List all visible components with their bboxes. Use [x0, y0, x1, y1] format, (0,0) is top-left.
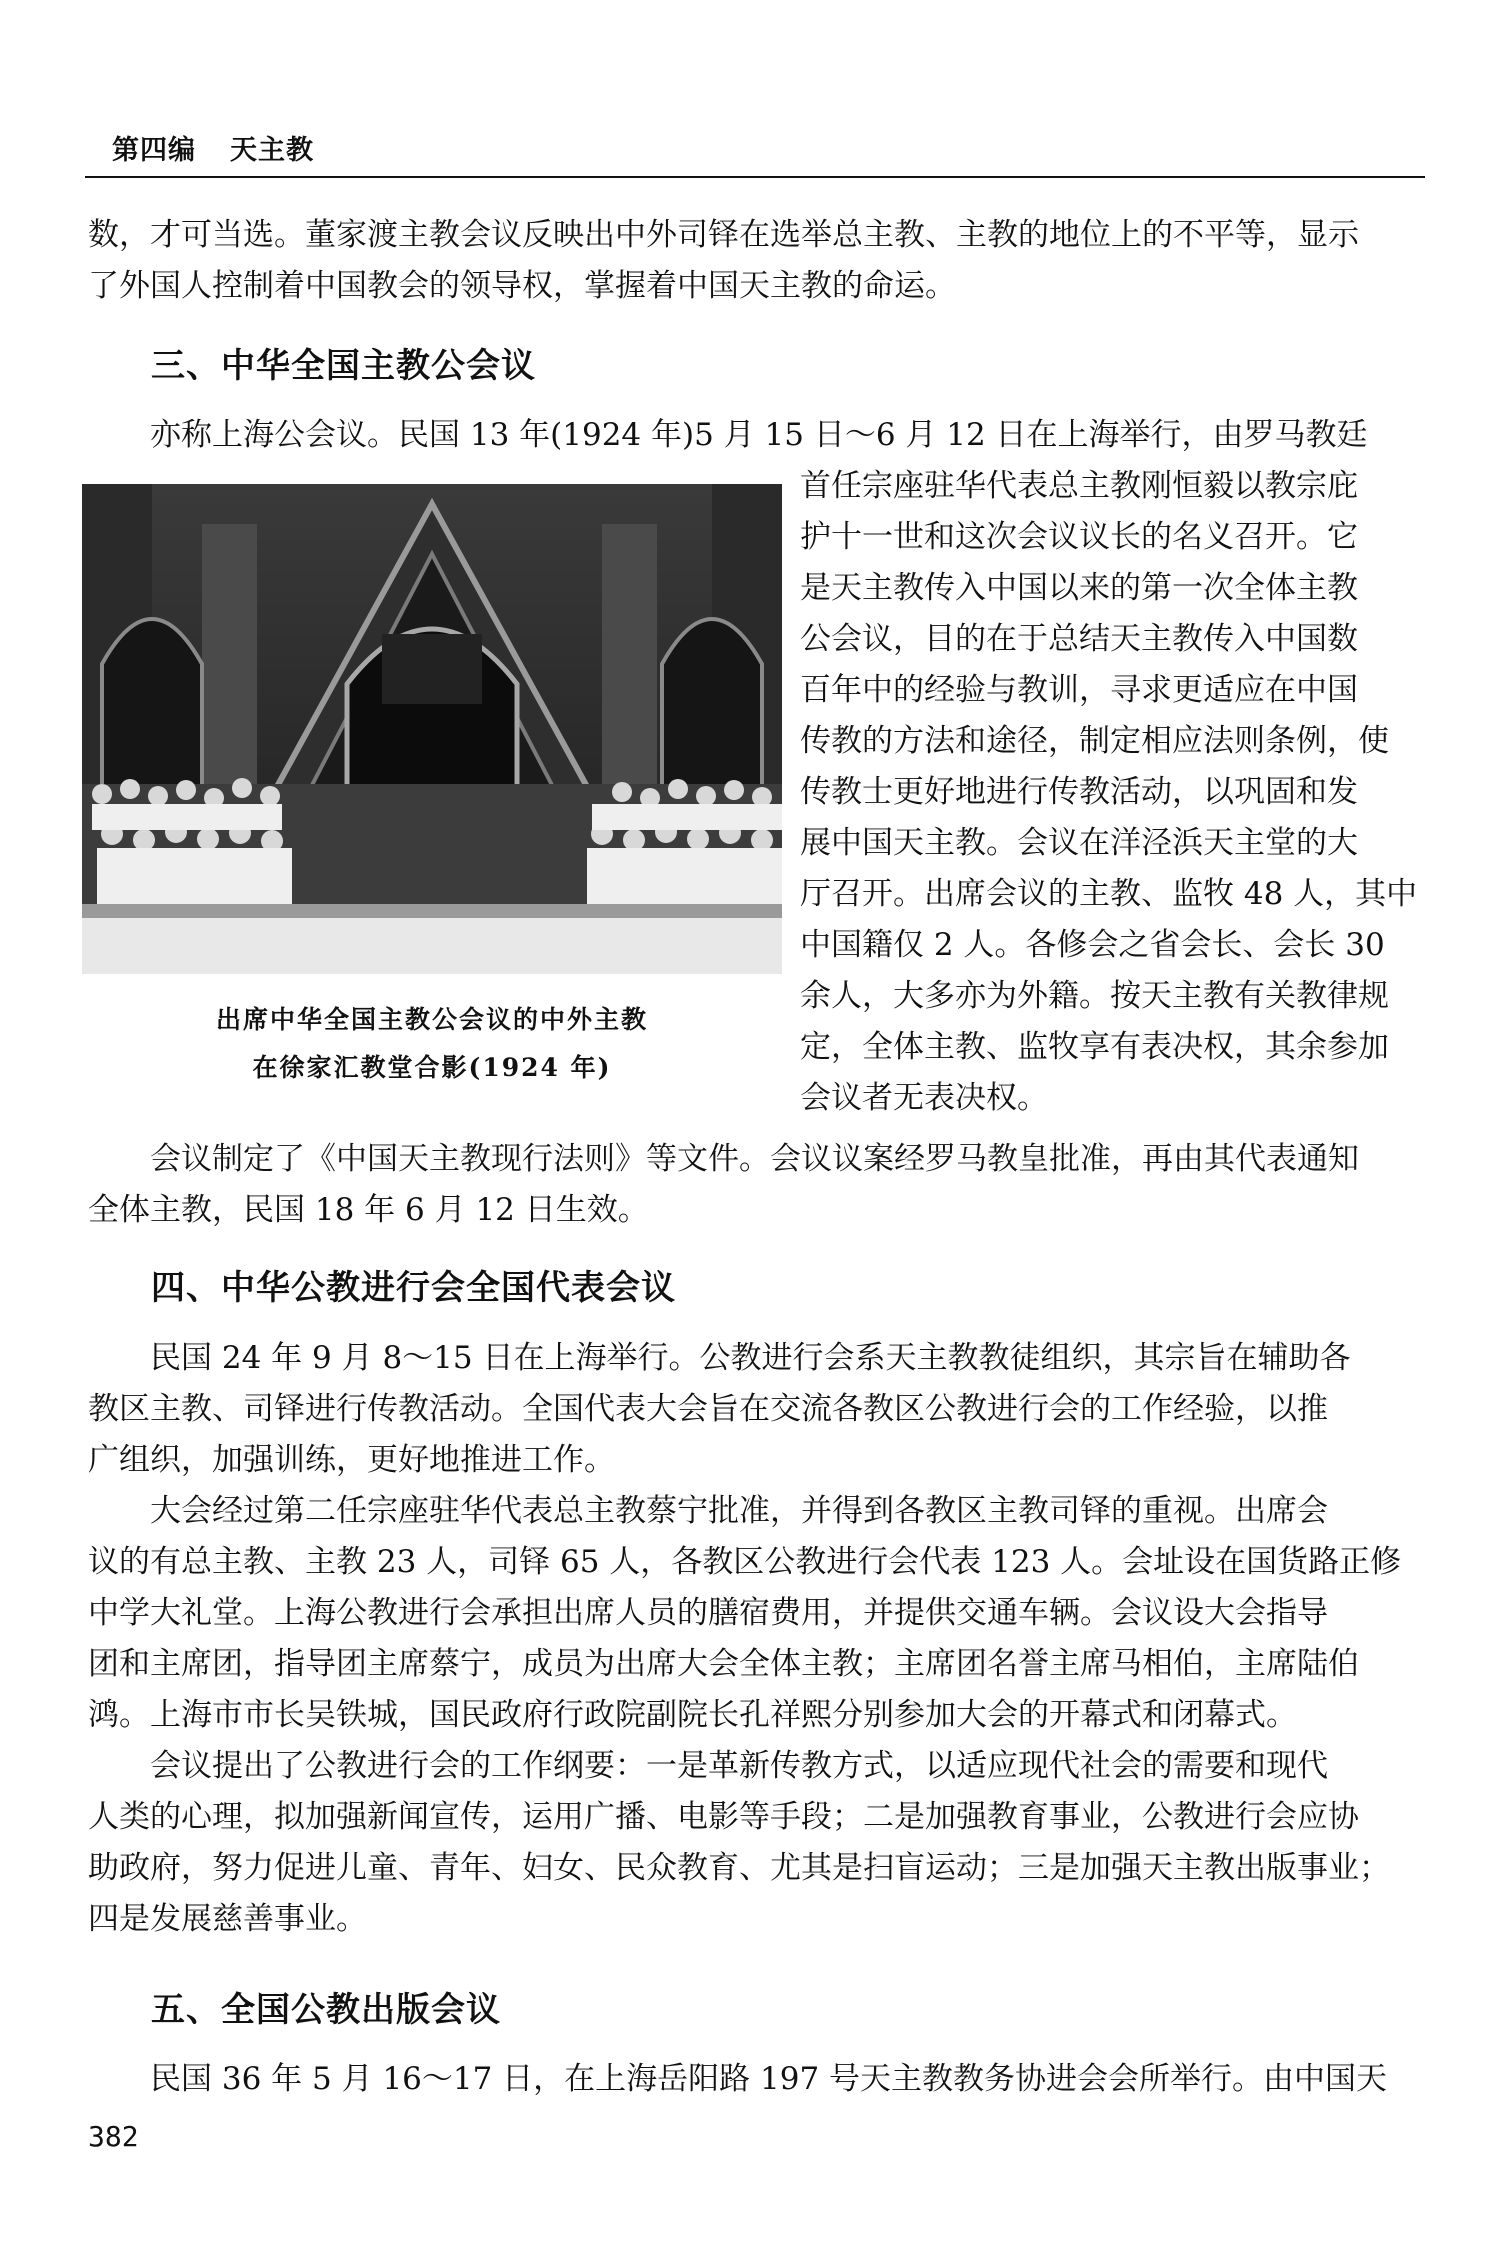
church-facade-illustration — [82, 484, 782, 974]
text-line: 鸿。上海市市长吴铁城，国民政府行政院副院长孔祥熙分别参加大会的开幕式和闭幕式。 — [88, 1697, 1297, 1733]
section-3-first-line — [88, 410, 1425, 461]
text-line: 会议制定了《中国天主教现行法则》等文件。会议议案经罗马教皇批准，再由其代表通知 — [150, 1141, 1359, 1177]
text-line: 民国 36 年 5 月 16～17 日，在上海岳阳路 197 号天主教教务协进会会所举行。由中国天 — [150, 2061, 1388, 2097]
text-line: 民国 24 年 9 月 8～15 日在上海举行。公教进行会系天主教教徒组织，其宗旨在辅助各 — [150, 1340, 1351, 1376]
text-line: 厅召开。出席会议的主教、监牧 48 人，其中 — [800, 876, 1418, 912]
text-line: 议的有总主教、主教 23 人，司铎 65 人，各教区公教进行会代表 123 人。会址设在国货路正修 — [88, 1544, 1402, 1580]
text-line: 护十一世和这次会议议长的名义召开。它 — [800, 519, 1358, 555]
text-line: 数，才可当选。董家渡主教会议反映出中外司铎在选举总主教、主教的地位上的不平等，显示 — [88, 217, 1359, 253]
text-line: 公会议，目的在于总结天主教传入中国数 — [800, 621, 1358, 657]
text-line: 定，全体主教、监牧享有表决权，其余参加 — [800, 1029, 1389, 1065]
header-rule — [85, 176, 1425, 178]
section-5-title: 五、全国公教出版会议 — [151, 1990, 501, 2030]
text-line: 余人，大多亦为外籍。按天主教有关教律规 — [800, 978, 1389, 1014]
intro-paragraph — [88, 210, 1425, 312]
section-3-closing-paragraph — [88, 1134, 1425, 1236]
text-line: 中学大礼堂。上海公教进行会承担出席人员的膳宿费用，并提供交通车辆。会议设大会指导 — [88, 1595, 1328, 1631]
text-line: 中国籍仅 2 人。各修会之省会长、会长 30 — [800, 927, 1385, 963]
text-line: 百年中的经验与教训，寻求更适应在中国 — [800, 672, 1358, 708]
text-line: 大会经过第二任宗座驻华代表总主教蔡宁批准，并得到各教区主教司铎的重视。出席会 — [150, 1493, 1328, 1529]
text-line: 教区主教、司铎进行传教活动。全国代表大会旨在交流各教区公教进行会的工作经验，以推 — [88, 1391, 1328, 1427]
text-line: 团和主席团，指导团主席蔡宁，成员为出席大会全体主教；主席团名誉主席马相伯，主席陆伯 — [88, 1646, 1359, 1682]
section-4-title: 四、中华公教进行会全国代表会议 — [151, 1268, 676, 1308]
page-number: 382 — [88, 2120, 139, 2153]
section-5-first-line — [88, 2054, 1425, 2105]
text-line: 助政府，努力促进儿童、青年、妇女、民众教育、尤其是扫盲运动；三是加强天主教出版事业； — [88, 1850, 1390, 1886]
text-line: 首任宗座驻华代表总主教刚恒毅以教宗庇 — [800, 468, 1358, 504]
text-line: 传教士更好地进行传教活动，以巩固和发 — [800, 774, 1358, 810]
section-3-title: 三、中华全国主教公会议 — [151, 346, 536, 386]
running-head-title: 天主教 — [230, 135, 314, 166]
running-head-part: 第四编 — [112, 135, 196, 166]
section-4-body — [88, 1333, 1425, 1945]
photo-caption-line-1: 出席中华全国主教公会议的中外主教 — [215, 1005, 648, 1034]
text-line: 会议者无表决权。 — [800, 1080, 1048, 1116]
text-line: 亦称上海公会议。民国 13 年(1924 年)5 月 15 日～6 月 12 日在上海举行，由罗马教廷 — [150, 417, 1368, 453]
text-line: 全体主教，民国 18 年 6 月 12 日生效。 — [88, 1192, 649, 1228]
text-line: 传教的方法和途径，制定相应法则条例，使 — [800, 723, 1389, 759]
text-line: 是天主教传入中国以来的第一次全体主教 — [800, 570, 1358, 606]
text-line: 人类的心理，拟加强新闻宣传，运用广播、电影等手段；二是加强教育事业，公教进行会应协 — [88, 1799, 1359, 1835]
running-head — [112, 128, 314, 167]
photo-caption-line-2: 在徐家汇教堂合影(1924 年) — [252, 1053, 612, 1082]
text-line: 会议提出了公教进行会的工作纲要：一是革新传教方式，以适应现代社会的需要和现代 — [150, 1748, 1328, 1784]
text-line: 四是发展慈善事业。 — [88, 1901, 367, 1937]
text-line: 展中国天主教。会议在洋泾浜天主堂的大 — [800, 825, 1358, 861]
group-photo — [82, 484, 782, 974]
section-3-side-text — [800, 461, 1425, 1124]
text-line: 了外国人控制着中国教会的领导权，掌握着中国天主教的命运。 — [88, 268, 956, 304]
text-line: 广组织，加强训练，更好地推进工作。 — [88, 1442, 615, 1478]
